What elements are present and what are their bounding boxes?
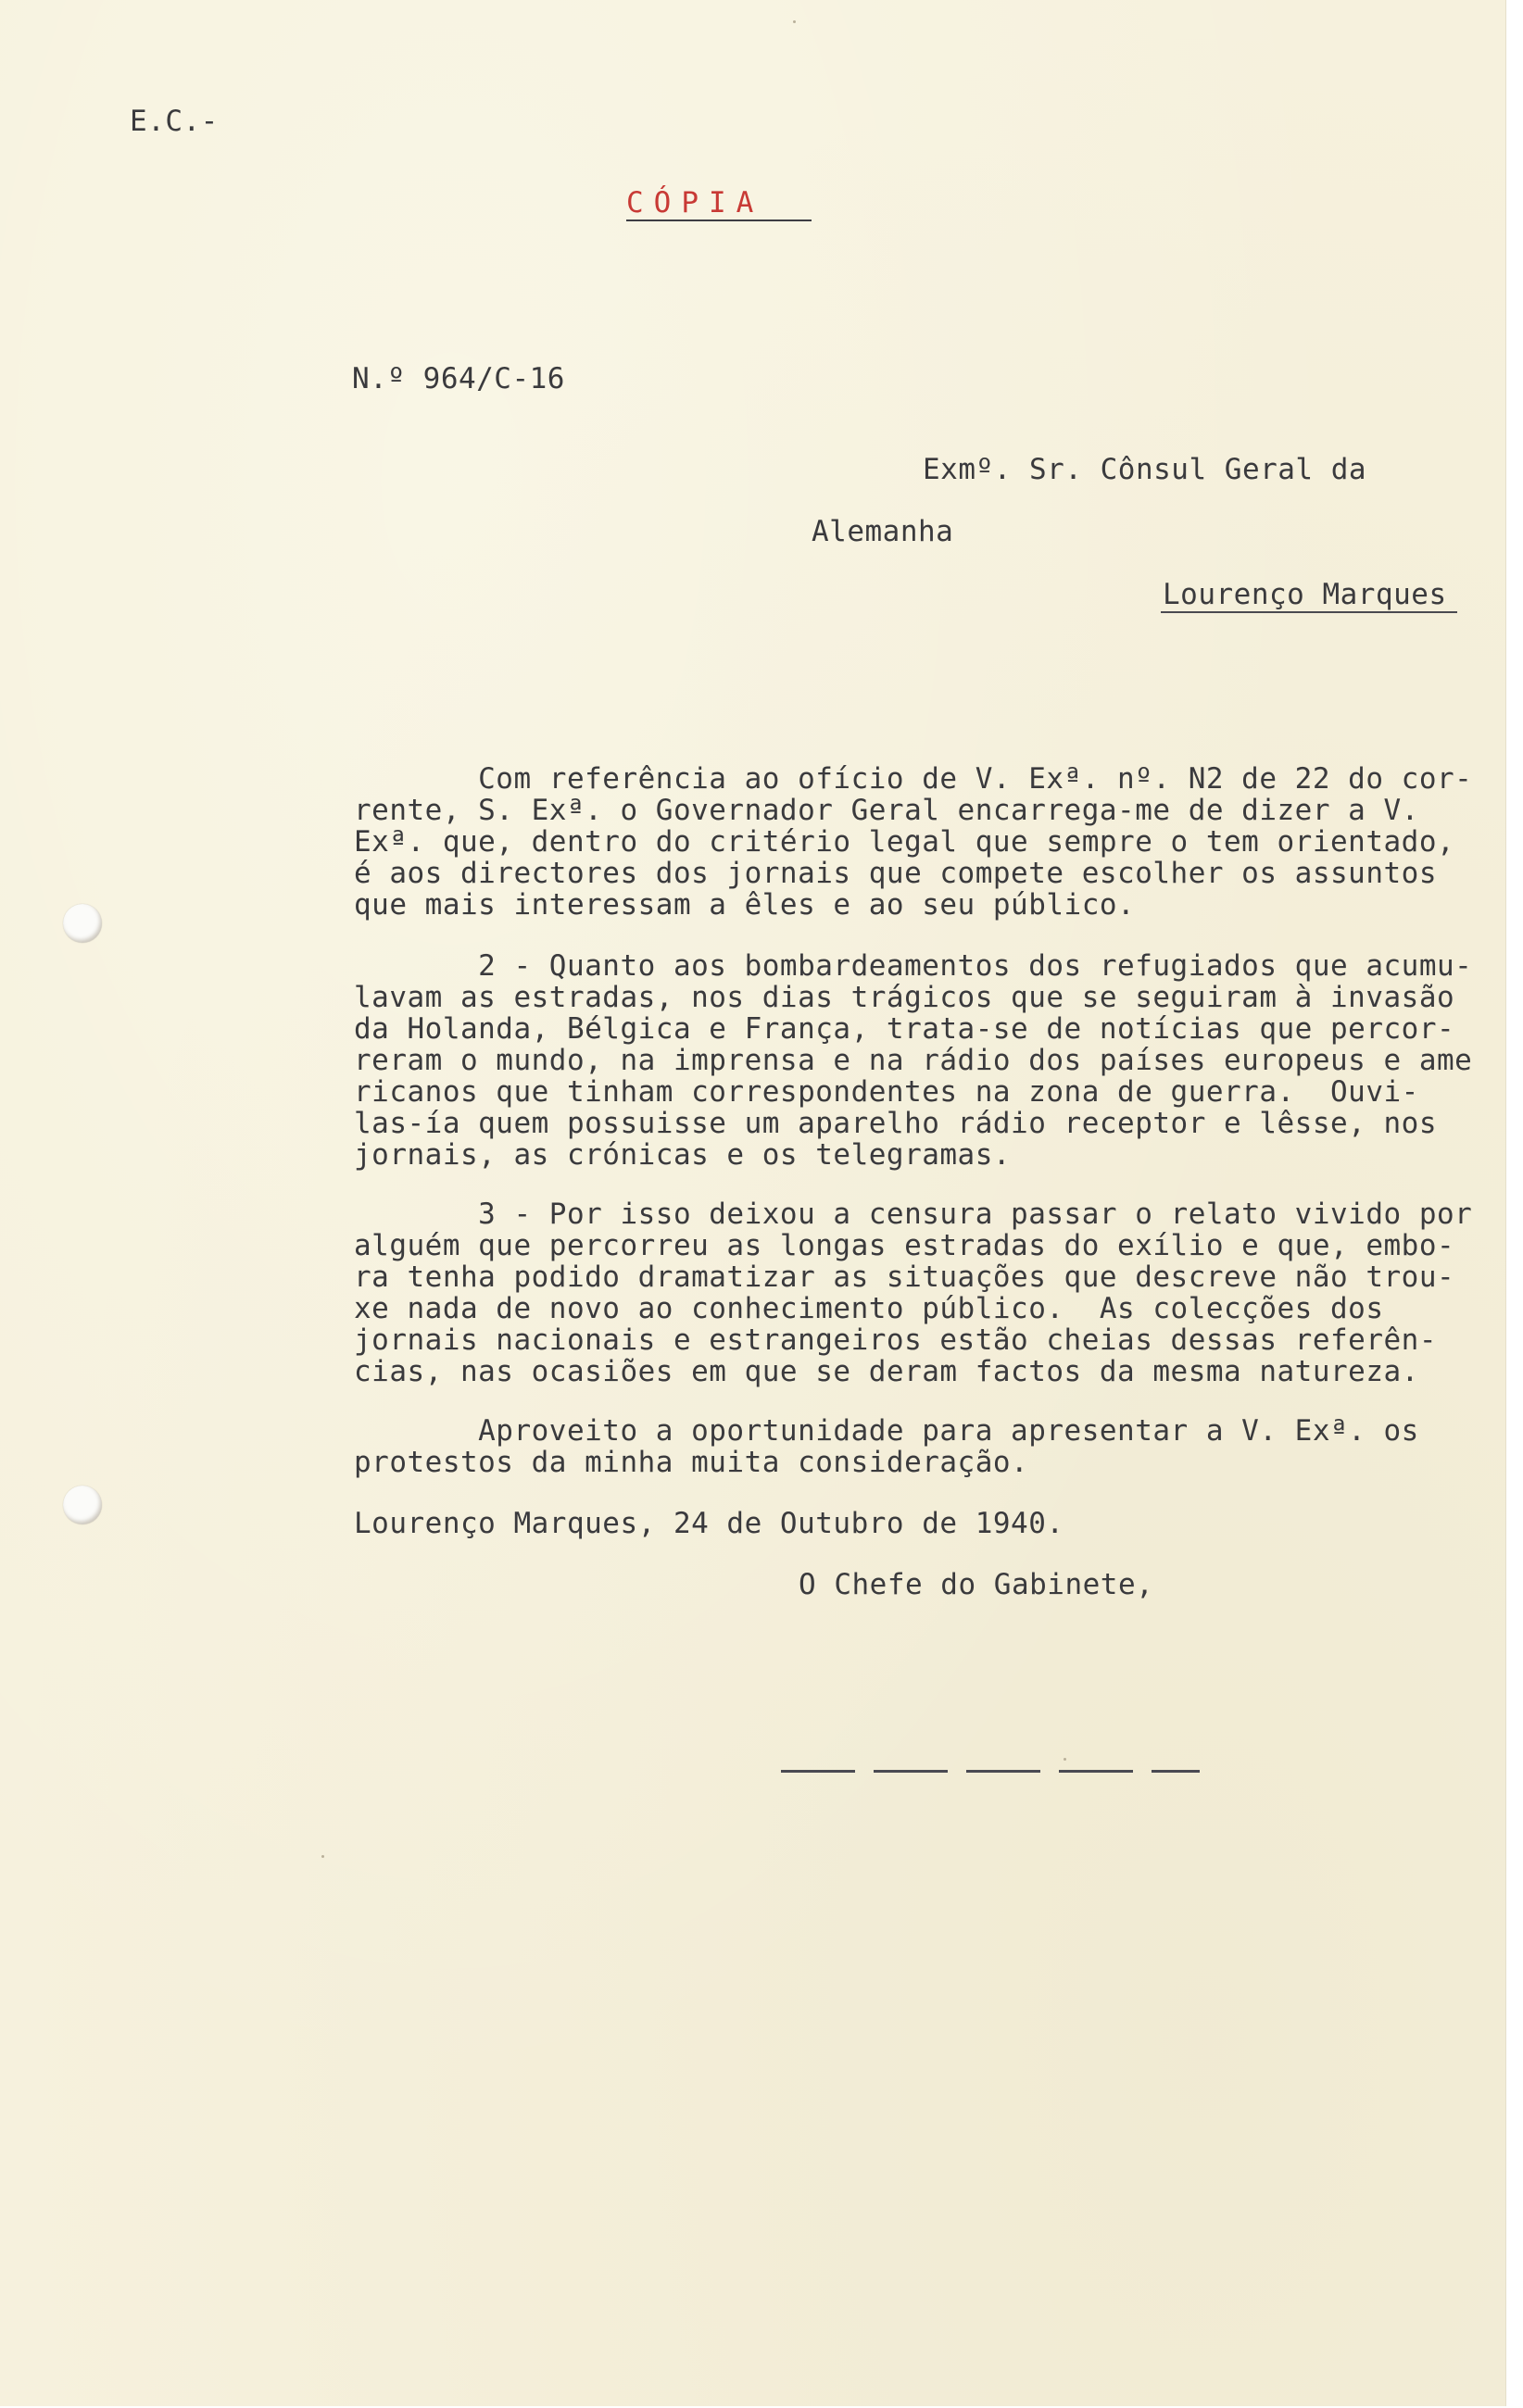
address-underline bbox=[1161, 611, 1457, 613]
body-line: ra tenha podido dramatizar as situações que descreve não trou- bbox=[354, 1260, 1455, 1294]
document-title: CÓPIA bbox=[626, 186, 764, 219]
signature-dash bbox=[966, 1770, 1040, 1773]
body-line: alguém que percorreu as longas estradas do exílio e que, embo- bbox=[354, 1229, 1455, 1262]
paper-speck bbox=[321, 1855, 324, 1858]
paper-speck bbox=[1064, 1758, 1066, 1761]
body-line: xe nada de novo ao conhecimento público. As colecções dos bbox=[354, 1292, 1384, 1325]
body-line: protestos da minha muita consideração. bbox=[354, 1446, 1029, 1479]
body-line: reram o mundo, na imprensa e na rádio dos países europeus e ame bbox=[354, 1044, 1473, 1077]
body-line: Com referência ao ofício de V. Exª. nº. N2 de 22 do cor- bbox=[354, 762, 1473, 796]
body-line: da Holanda, Bélgica e França, trata-se de notícias que percor- bbox=[354, 1012, 1455, 1046]
body-line: 3 - Por isso deixou a censura passar o relato vivido por bbox=[354, 1198, 1473, 1231]
office-mark: E.C.- bbox=[130, 105, 219, 138]
body-line: lavam as estradas, nos dias trágicos que se seguiram à invasão bbox=[354, 981, 1455, 1014]
body-line: cias, nas ocasiões em que se deram factos da mesma natureza. bbox=[354, 1355, 1419, 1388]
signature-dash bbox=[874, 1770, 948, 1773]
signature-dash bbox=[1059, 1770, 1133, 1773]
body-line: rente, S. Exª. o Governador Geral encarrega-me de dizer a V. bbox=[354, 794, 1419, 827]
signature-dash bbox=[781, 1770, 855, 1773]
body-line: las-ía quem possuisse um aparelho rádio receptor e lêsse, nos bbox=[354, 1107, 1437, 1140]
signature-dash bbox=[1152, 1770, 1200, 1773]
body-line: jornais nacionais e estrangeiros estão cheias dessas referên- bbox=[354, 1323, 1437, 1357]
punch-hole-lower bbox=[63, 1486, 102, 1524]
date-line: Lourenço Marques, 24 de Outubro de 1940. bbox=[354, 1507, 1064, 1540]
title-underline bbox=[626, 219, 812, 221]
address-line: Alemanha bbox=[812, 515, 954, 548]
address-line: Exmº. Sr. Cônsul Geral da bbox=[923, 453, 1367, 486]
body-line: que mais interessam a êles e ao seu público. bbox=[354, 888, 1136, 922]
body-line: 2 - Quanto aos bombardeamentos dos refugiados que acumu- bbox=[354, 949, 1473, 983]
reference-number: N.º 964/C-16 bbox=[352, 362, 565, 395]
body-line: Exª. que, dentro do critério legal que sempre o tem orientado, bbox=[354, 825, 1455, 859]
body-line: é aos directores dos jornais que compete escolher os assuntos bbox=[354, 857, 1437, 890]
body-line: ricanos que tinham correspondentes na zona de guerra. Ouvi- bbox=[354, 1075, 1419, 1109]
body-line: Aproveito a oportunidade para apresentar a V. Exª. os bbox=[354, 1414, 1419, 1448]
punch-hole-upper bbox=[63, 904, 102, 943]
body-line: jornais, as crónicas e os telegramas. bbox=[354, 1138, 1012, 1172]
paper-speck bbox=[793, 20, 796, 23]
signature-title: O Chefe do Gabinete, bbox=[799, 1568, 1154, 1601]
address-line: Lourenço Marques bbox=[1163, 578, 1447, 611]
